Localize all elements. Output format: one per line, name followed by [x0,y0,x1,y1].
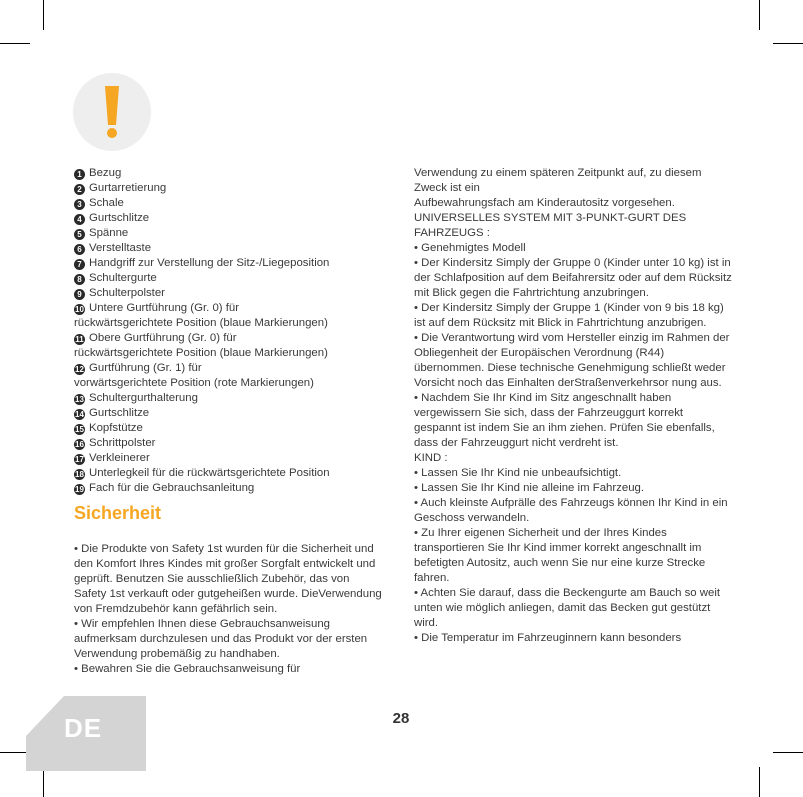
component-item [74,196,384,211]
warning-badge [73,73,151,151]
language-tab-label: DE [64,713,103,743]
component-number: 15 [75,425,84,434]
component-label: Gurtschlitze [89,407,150,419]
component-label: Bezug [89,167,122,179]
component-label: Gurtschlitze [89,212,150,224]
component-number: 4 [74,214,85,225]
crop-mark [43,0,44,30]
component-label: Obere Gurtführung (Gr. 0) für [89,332,237,344]
component-item [74,226,384,241]
body-paragraph: • Achten Sie darauf, dass die Beckengurte am Bauch so weit unten wie möglich anliegen, damit das Becken gut gestützt wird. [414,587,721,629]
crop-mark [0,43,30,44]
body-paragraph: • Der Kindersitz Simply der Gruppe 1 (Kinder von 9 bis 18 kg) ist auf dem Rücksitz mit Blick in Fahrtrichtung anzubrigen. [414,302,724,329]
component-label: Schale [89,197,124,209]
component-item [74,286,384,301]
component-label: Schultergurte [89,272,157,284]
component-label: Schrittpolster [89,437,156,449]
body-paragraph: KIND : [414,452,448,464]
component-item [74,181,384,196]
component-label: Verstelltaste [89,242,152,254]
component-label: Kopfstütze [89,422,143,434]
component-number: 17 [75,455,84,464]
right-body-text [414,166,732,646]
component-item [74,361,384,376]
component-number: 14 [75,410,84,419]
component-number: 12 [75,365,84,374]
crop-mark [759,767,760,797]
component-label: Unterlegkeil für die rückwärtsgerichtete Position [89,467,330,479]
crop-mark [43,767,44,797]
component-label: Gurtführung (Gr. 1) für [89,362,202,374]
left-column [74,166,384,677]
component-item [74,211,384,226]
body-paragraph: • Die Verantwortung wird vom Hersteller einzig im Rahmen der Obliegenheit der Europäischen Verordnung (R44) übernommen. Diese technische Genehmigung schließt weder Vorsicht noch das Einhalten derStraßenverkehrsor nung aus. [414,332,730,389]
component-item [74,406,384,421]
body-paragraph: • Die Produkte von Safety 1st wurden für die Sicherheit und den Komfort Ihres Kindes mit großer Sorgfalt entwickelt und geprüft. Benutzen Sie ausschließlich Zubehör, das von Safety 1st verkauft oder gutgeheißen wurde. DieVerwendung von Fremdzubehör kann gefährlich sein. [74,543,382,615]
component-label: Untere Gurtführung (Gr. 0) für [89,302,240,314]
exclamation-icon [73,73,151,151]
component-item [74,391,384,406]
component-number: 16 [75,440,84,449]
component-item [74,331,384,346]
component-number: 8 [74,274,85,285]
component-item [74,271,384,286]
component-item [74,301,384,316]
crop-mark [0,752,30,753]
component-item [74,451,384,466]
crop-mark [773,752,803,753]
component-number: 11 [75,335,84,344]
body-paragraph: • Wir empfehlen Ihnen diese Gebrauchsanweisung aufmerksam durchzulesen und das Produkt vor der ersten Verwendung probemäßig zu handhaben. [74,618,368,660]
component-label: Fach für die Gebrauchsanleitung [89,482,255,494]
component-label: Spänne [89,227,129,239]
component-label: Verkleinerer [89,452,150,464]
component-number: 18 [75,470,84,479]
component-item [74,466,384,481]
body-paragraph: • Genehmigtes Modell [414,242,526,254]
component-label: Handgriff zur Verstellung der Sitz-/Liegeposition [89,257,330,269]
component-item [74,256,384,271]
left-body-text [74,542,384,677]
component-item [74,241,384,256]
component-label: Gurtarretierung [89,182,167,194]
component-number: 13 [75,395,84,404]
body-paragraph: • Lassen Sie Ihr Kind nie unbeaufsichtigt. [414,467,622,479]
component-label: Schulterpolster [89,287,165,299]
component-list [74,166,384,496]
body-paragraph: UNIVERSELLES SYSTEM MIT 3-PUNKT-GURT DES FAHRZEUGS : [414,212,687,239]
body-paragraph: • Der Kindersitz Simply der Gruppe 0 (Kinder unter 10 kg) ist in der Schlafposition auf dem Beifahrersitz oder auf dem Rücksitz mit Blick gegen die Fahrtrichtung anzubringen. [414,257,732,299]
component-label-continued: vorwärtsgerichtete Position (rote Markierungen) [74,377,314,389]
component-item [74,166,384,181]
component-number: 10 [75,305,84,314]
component-item [74,436,384,451]
body-paragraph: • Nachdem Sie Ihr Kind im Sitz angeschnallt haben vergewissern Sie sich, dass der Fahrzeuggurt korrekt gespannt ist indem Sie an ihm ziehen. Prüfen Sie ebenfalls, dass der Fahrzeuggurt nicht verdreht ist. [414,392,715,449]
body-paragraph: • Zu Ihrer eigenen Sicherheit und der Ihres Kindes transportieren Sie Ihr Kind immer korrekt angeschnallt im befetigten Autositz, auch wenn Sie nur eine kurze Strecke fahren. [414,527,706,584]
right-column [414,166,732,646]
body-paragraph: • Auch kleinste Aufprälle des Fahrzeugs können Ihr Kind in ein Geschoss verwandeln. [414,497,728,524]
body-paragraph: • Bewahren Sie die Gebrauchsanweisung für [74,663,301,675]
body-paragraph: • Die Temperatur im Fahrzeuginnern kann besonders [414,632,682,644]
body-paragraph: Aufbewahrungsfach am Kinderautositz vorgesehen. [414,197,675,209]
component-label: Schultergurthalterung [89,392,198,404]
crop-mark [773,43,803,44]
component-label-continued: rückwärtsgerichtete Position (blaue Markierungen) [74,317,328,329]
component-number: 19 [75,485,84,494]
component-number: 2 [74,184,85,195]
component-label-continued: rückwärtsgerichtete Position (blaue Markierungen) [74,347,328,359]
component-number: 7 [74,259,85,270]
component-number: 5 [74,229,85,240]
component-number: 3 [74,199,85,210]
section-title: Sicherheit [74,503,162,523]
component-item [74,421,384,436]
component-item [74,481,384,496]
body-paragraph: Verwendung zu einem späteren Zeitpunkt auf, zu diesem Zweck ist ein [414,167,702,194]
page-number: 28 [392,710,410,727]
component-number: 1 [74,169,85,180]
component-number: 6 [74,244,85,255]
crop-mark [759,0,760,30]
body-paragraph: • Lassen Sie Ihr Kind nie alleine im Fahrzeug. [414,482,645,494]
component-number: 9 [74,289,85,300]
